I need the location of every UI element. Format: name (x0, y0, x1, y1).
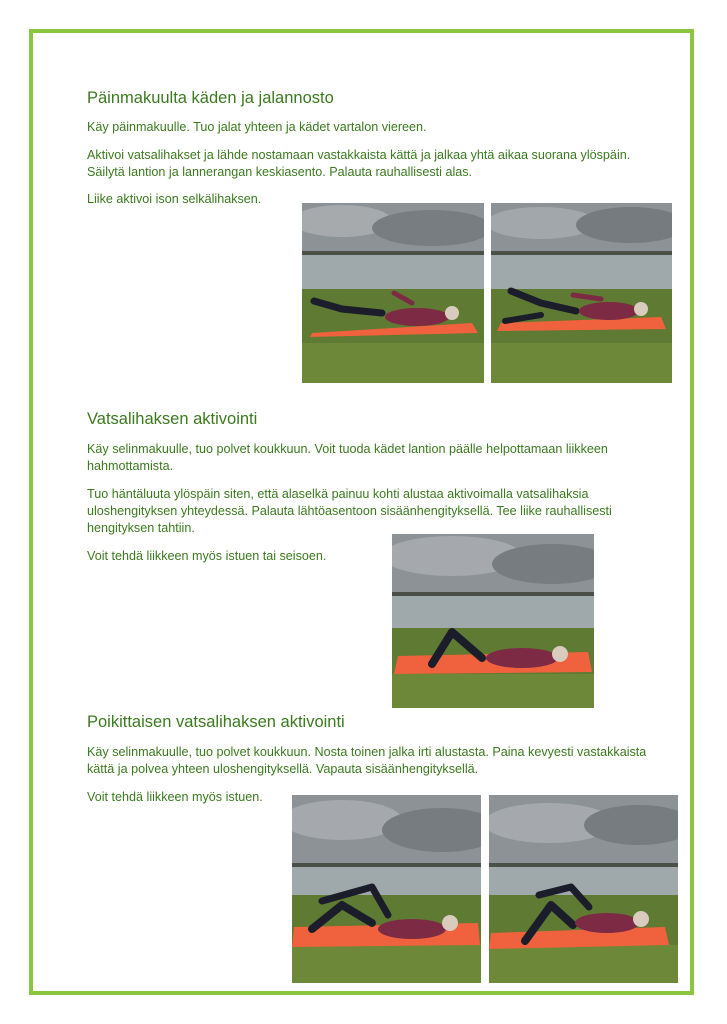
paragraph: Käy selinmakuulle, tuo polvet koukkuun. Nosta toinen jalka irti alustasta. Paina kevyesti vastakkaista kättä ja polvea yhteen uloshengityksellä. Vapauta sisäänhengityksellä. (87, 745, 647, 776)
paragraph: Aktivoi vatsalihakset ja lähde nostamaan vastakkaista kättä ja jalkaa yhtä aikaa suorana ylöspäin. Säilytä lantion ja lannerangan keskiasento. Palauta rauhallisesti alas. (87, 148, 631, 179)
section-title: Päinmakuulta käden ja jalannosto (87, 89, 334, 107)
paragraph: Tuo häntäluuta ylöspäin siten, että alaselkä painuu kohti alustaa aktivoimalla vatsalihaksia uloshengityksen yhteydessä. Palauta lähtöasentoon sisäänhengityksellä. Tee liike rauhallisesti hengityksen tahtiin. (87, 487, 612, 535)
exercise-photo (302, 203, 484, 383)
exercise-photo (489, 795, 678, 983)
exercise-photo (491, 203, 672, 383)
paragraph: Käy päinmakuulle. Tuo jalat yhteen ja kädet vartalon viereen. (87, 120, 427, 134)
exercise-photo (392, 534, 594, 708)
paragraph: Voit tehdä liikkeen myös istuen. (87, 790, 263, 804)
section-title: Poikittaisen vatsalihaksen aktivointi (87, 713, 345, 731)
section-title: Vatsalihaksen aktivointi (87, 410, 258, 428)
exercise-photo (292, 795, 481, 983)
paragraph: Käy selinmakuulle, tuo polvet koukkuun. Voit tuoda kädet lantion päälle helpottamaan liikkeen hahmottamista. (87, 442, 608, 473)
paragraph: Liike aktivoi ison selkälihaksen. (87, 192, 262, 206)
paragraph: Voit tehdä liikkeen myös istuen tai seisoen. (87, 549, 327, 563)
